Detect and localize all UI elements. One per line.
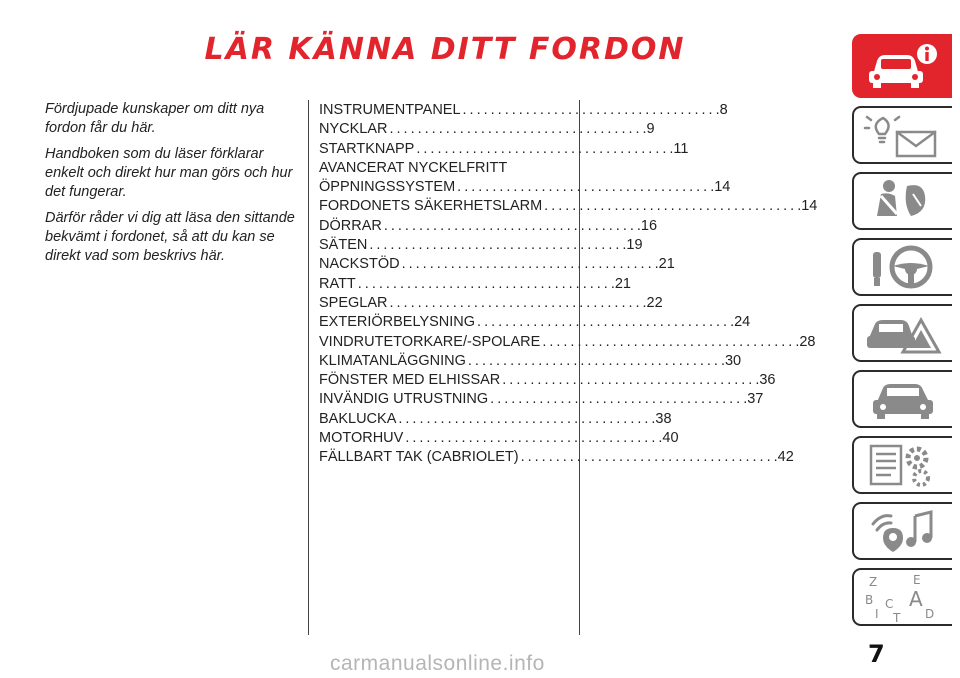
index-letter-t: T <box>893 611 901 625</box>
car-info-icon <box>863 41 943 91</box>
tab-starting-driving[interactable] <box>852 238 952 296</box>
emergency-icon <box>863 308 943 358</box>
toc-item-startknapp[interactable]: STARTKNAPP .................................... .11 <box>319 140 689 157</box>
index-letter-b: B <box>865 593 874 607</box>
toc-item-baklucka[interactable]: BAKLUCKA .................................... .38 <box>319 410 672 427</box>
page-number: 7 <box>868 640 885 668</box>
tab-emergency[interactable] <box>852 304 952 362</box>
warning-lights-icon <box>863 110 943 160</box>
toc-item-oppningssystem[interactable]: ÖPPNINGSSYSTEM .................................... .14 <box>319 179 731 196</box>
tab-safety[interactable] <box>852 172 952 230</box>
toc-item-ratt[interactable]: RATT .................................... .21 <box>319 275 631 292</box>
chapter-tabs <box>852 34 960 634</box>
intro-text <box>45 100 295 273</box>
toc-item-exteriorbelysning[interactable]: EXTERIÖRBELYSNING .................................... .24 <box>319 314 751 331</box>
watermark: carmanualsonline.info <box>330 652 545 675</box>
tab-technical-data[interactable] <box>852 436 952 494</box>
airbag-seatbelt-icon <box>863 176 943 226</box>
multimedia-icon <box>863 506 943 556</box>
toc-item-motorhuv[interactable]: MOTORHUV .................................... .40 <box>319 430 679 447</box>
toc-item-avancerat-line1: AVANCERAT NYCKELFRITT <box>319 159 508 176</box>
technical-data-icon <box>863 440 943 490</box>
index-letter-z: Z <box>869 575 878 589</box>
tab-warning-lights[interactable] <box>852 106 952 164</box>
car-service-icon <box>863 374 943 424</box>
toc-item-klimatanlaggning[interactable]: KLIMATANLÄGGNING .................................... .30 <box>319 352 742 369</box>
tab-index[interactable] <box>852 568 952 626</box>
toc-item-dorrar[interactable]: DÖRRAR .................................... .16 <box>319 217 658 234</box>
toc-item-nycklar[interactable]: NYCKLAR .................................... .9 <box>319 121 655 138</box>
intro-paragraph-1: Fördjupade kunskaper om ditt nya fordon får du här. <box>45 101 265 136</box>
toc-item-instrumentpanel[interactable]: INSTRUMENTPANEL .................................... .8 <box>319 102 728 118</box>
steering-wheel-icon <box>863 242 943 292</box>
toc-item-invandig[interactable]: INVÄNDIG UTRUSTNING .................................... .37 <box>319 391 764 408</box>
intro-paragraph-3: Därför råder vi dig att läsa den sittande bekvämt i fordonet, så att du kan se direkt vad som beskrivs här. <box>45 210 295 264</box>
index-letter-i: I <box>875 607 879 621</box>
toc-item-sakerhetslarm[interactable]: FORDONETS SÄKERHETSLARM .................................... .14 <box>319 198 818 215</box>
index-letter-a: A <box>909 587 923 611</box>
table-of-contents <box>319 101 818 468</box>
page-title: LÄR KÄNNA DITT FORDON <box>204 32 686 67</box>
toc-item-vindrutetorkare[interactable]: VINDRUTETORKARE/-SPOLARE .................................... .28 <box>319 333 816 350</box>
intro-paragraph-2: Handboken som du läser förklarar enkelt och direkt hur man görs och hur det fungerar. <box>45 146 293 200</box>
index-letter-c: C <box>885 597 894 611</box>
toc-item-saten[interactable]: SÄTEN .................................... .19 <box>319 237 643 254</box>
index-letter-d: D <box>925 607 935 621</box>
tab-know-your-vehicle[interactable] <box>852 34 952 98</box>
toc-item-speglar[interactable]: SPEGLAR .................................... .22 <box>319 294 663 311</box>
tab-service[interactable] <box>852 370 952 428</box>
alphabetical-index-icon <box>863 572 943 625</box>
toc-item-fonster[interactable]: FÖNSTER MED ELHISSAR .................................... .36 <box>319 372 776 389</box>
toc-item-fallbart-tak[interactable]: FÄLLBART TAK (CABRIOLET) .................................... .42 <box>319 449 794 466</box>
column-divider-left <box>308 100 309 635</box>
tab-multimedia[interactable] <box>852 502 952 560</box>
index-letter-e: E <box>913 573 921 587</box>
toc-item-nackstod[interactable]: NACKSTÖD .................................... .21 <box>319 256 675 273</box>
